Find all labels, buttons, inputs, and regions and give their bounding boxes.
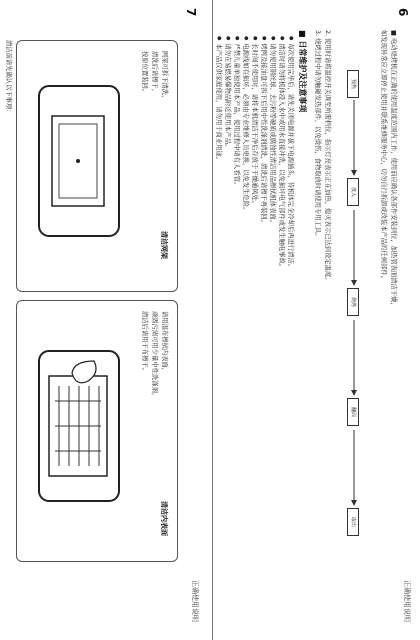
page-divider [212,0,213,640]
page-seven [3,0,208,640]
intro-line: 2. 使用时请将温控开关调至所需档位，指示灯亮表示正在加热，熄灭表示已达到设定温度。 [324,30,331,284]
list-item: ● 请勿使用钢丝球、去污粉等硬质或腐蚀性清洁用品擦拭机体表面。 [267,36,278,226]
rack-illustration [29,76,129,246]
page-number: 7 [184,8,198,17]
flow-diagram [334,60,374,620]
oven-illustration [29,341,129,511]
panel-text: 网架可拆下清洗， [161,51,168,102]
note-line: 清洁前请先确认以下事项： [5,40,12,116]
intro-line: 如发现异常应立即停止使用并联系维修服务中心，切勿自行拆卸或改装本产品的任何部件。 [380,30,387,282]
flow-step: 预热 [347,70,359,98]
page-six [215,0,420,640]
flow-step: 翻面 [347,398,359,426]
list-item: ● 长时间不使用时，请将本机清洁干净后存放于干燥通风处。 [249,36,260,207]
panel-text: 顽固污渍可用少量中性洗涤剂， [151,311,158,400]
list-item: ● 烤网及接油盘可拆下后用中性洗涤剂清洗，清洗后请擦干再装回。 [258,36,269,226]
intro-line: 3. 烧烤过程中请勿触碰发热部件，以免烫伤，食物取放时请使用专用工具。 [314,30,321,240]
panel-title: 清洁内表面 [160,501,168,536]
panel-text: 清洁后请用干布擦干。 [141,311,148,374]
panel-text: 请用湿布擦拭内表面， [161,311,168,374]
list-item: ● 每次使用完毕后，请先关闭电源并拔下电源插头，待机体完全冷却后再进行清洁。 [285,36,296,270]
intro-line: ■ 电动烧烤机在正确的使用温度范围内工作，使用前应确认各部件安装到位，加热管表面清洁干燥， [390,30,397,309]
flow-arrows [334,60,374,620]
panel-clean-inner [16,300,178,562]
page-header: 正确使用说明 [403,580,411,622]
panel-text: 清洗后请擦干， [151,51,158,96]
list-item: ● 电源线如有损坏，必须由专业维修人员更换，以免发生危险。 [240,36,251,213]
flow-step: 放入 [347,178,359,206]
list-item: ● 清洁时请勿将机体浸入水中或用水直接冲洗，以免损坏电气部件或发生触电事故。 [276,36,287,270]
panel-clean-rack [16,40,178,292]
page-number: 6 [396,8,410,17]
page-header: 正确使用说明 [191,580,199,622]
flow-step: 烧烤 [347,288,359,316]
section-title: ■ 日常维护及注意事项 [298,30,307,113]
list-item: ● 请勿在易燃易爆物品附近使用本产品。 [222,36,233,150]
flow-step: 取出 [347,508,359,536]
panel-title: 清洁网架 [160,231,168,259]
panel-text: 按原位置装回。 [141,51,148,96]
list-item: ● 本产品仅供家庭使用，请勿用于商业用途。 [213,36,224,163]
list-item: ● 严禁儿童单独使用本产品，使用过程中请有人看管。 [231,36,242,188]
